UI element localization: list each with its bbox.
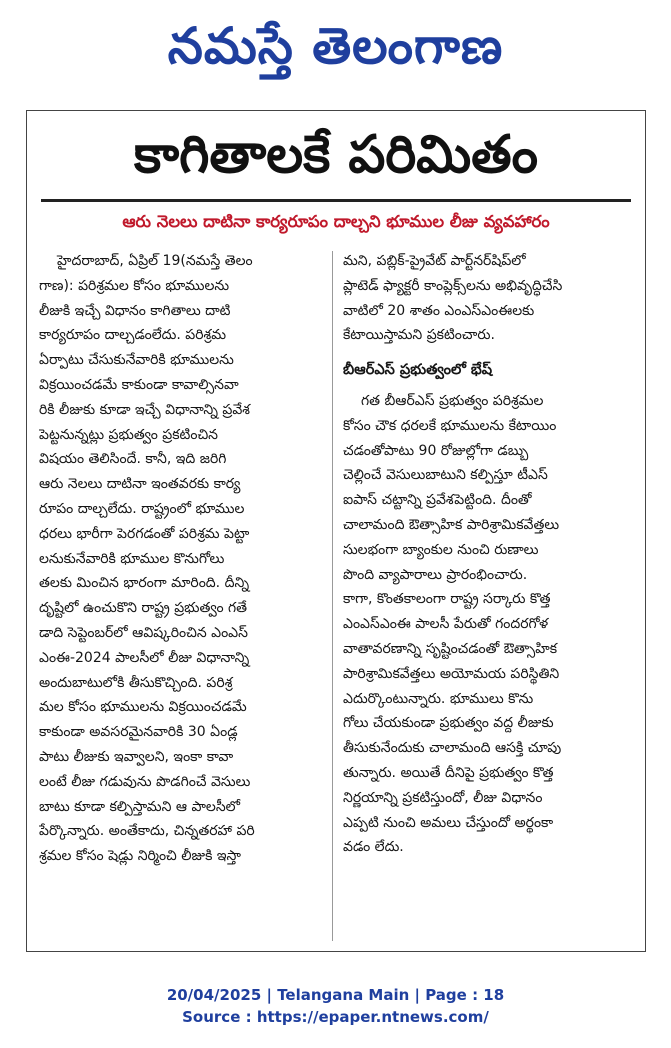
article-text-line: తున్నారు. అయితే దీనిపై ప్రభుత్వం కొత్త <box>343 764 554 781</box>
article-text-line: రికి లీజుకు కూడా ఇచ్చే విధానాన్ని ప్రవేశ <box>39 401 250 418</box>
article-text-line: విషయం తెలిసిందే. కానీ, ఇది జరిగి <box>39 451 227 468</box>
article-text-line: పారిశ్రామికవేత్తలు అయోమయ పరిస్థితిని <box>343 665 560 682</box>
article-clipping <box>26 110 646 952</box>
article-text-line: కేటాయిస్తామని ప్రకటించారు. <box>343 327 495 344</box>
column-divider <box>332 251 333 941</box>
article-text-line: బాటు కూడా కల్పిస్తామని ఆ పాలసీలో <box>39 798 241 815</box>
headline-rule <box>41 199 631 202</box>
article-text-line: చెల్లించే వెసులుబాటుని కల్పిస్తూ టీఎస్ <box>343 467 548 484</box>
article-text-line: కాగా, కొంతకాలంగా రాష్ట్ర సర్కారు కొత్త <box>343 591 551 608</box>
article-text-line: ఐపాస్ చట్టాన్ని ప్రవేశపెట్టింది. దీంతో <box>343 492 532 509</box>
article-text-line: ప్లాటెడ్ ఫ్యాక్టరీ కాంప్లెక్స్‌లను అభివృద్ధిచేసి <box>343 277 563 294</box>
article-text-line: విక్రయించడమే కాకుండా కావాల్సినవా <box>39 376 239 393</box>
article-text-line: పేర్కొన్నారు. అంతేకాదు, చిన్నతరహా పరి <box>39 823 255 840</box>
article-text-line: చాలామంది ఔత్సాహిక పారిశ్రామికవేత్తలు <box>343 516 560 533</box>
article-text-line: లంటే లీజు గడువును పొడగించే వెసులు <box>39 773 251 790</box>
article-text-line: పొంది వ్యాపారాలు ప్రారంభించారు. <box>343 566 528 583</box>
article-text-line: చడంతోపాటు 90 రోజుల్లోగా డబ్బు <box>343 442 529 459</box>
article-text-line: ఎదుర్కొంటున్నారు. భూములు కొను <box>343 690 534 707</box>
article-text-line: హైదరాబాద్, ఏప్రిల్ 19(నమస్తే తెలం <box>57 253 253 269</box>
article-text-line: ఎంఎస్‌ఎంఈ పాలసీ పేరుతో గందరగోళ <box>343 616 549 633</box>
article-text-line: ఎంఈ-2024 పాలసీలో లీజు విధానాన్ని <box>39 649 250 666</box>
article-text-line: అందుబాటులోకి తీసుకొచ్చింది. పరిశ్ర <box>39 674 233 691</box>
article-text-line: పాటు లీజుకు ఇవ్వాలని, ఇంకా కావా <box>39 748 234 765</box>
article-text-line: తీసుకునేందుకు చాలామంది ఆసక్తి చూపు <box>343 740 562 757</box>
article-text-line: గత బీఆర్‌ఎస్ ప్రభుత్వం పరిశ్రమల <box>361 392 544 409</box>
article-text-line: రూపం దాల్చలేదు. రాష్ట్రంలో భూముల <box>39 500 245 517</box>
article-text-line: ఎప్పటి నుంచి అమలు చేస్తుందో అర్థంకా <box>343 814 554 831</box>
article-text-line: కార్యరూపం దాల్చడంలేదు. పరిశ్రమ <box>39 327 227 344</box>
article-text-line: ఏర్పాటు చేసుకునేవారికి భూములను <box>39 352 234 369</box>
article-text-line: కాకుండా అవసరమైనవారికి 30 ఏండ్ల <box>39 724 238 741</box>
masthead <box>0 0 671 92</box>
article-text-line: వాటిలో 20 శాతం ఎంఎస్‌ఎంఈలకు <box>343 302 535 319</box>
article-text-line: మని, పబ్లిక్-ప్రైవేట్ పార్ట్‌నర్‌షిప్‌లో <box>343 253 526 269</box>
source-link[interactable]: Source : https://epaper.ntnews.com/ <box>182 1008 489 1026</box>
article-subheadline: ఆరు నెలలు దాటినా కార్యరూపం దాల్చని భూముల లీజు వ్యవహారం <box>122 212 550 231</box>
article-text-line: శ్రమల కోసం షెడ్లు నిర్మించి లీజుకి ఇస్తా <box>39 848 241 865</box>
article-text-line: పెట్టనున్నట్లు ప్రభుత్వం ప్రకటించిన <box>39 426 219 443</box>
article-text-line: మల కోసం భూములను విక్రయించడమే <box>39 699 247 716</box>
article-text-line: కోసం చౌక ధరలకే భూములను కేటాయిం <box>343 417 557 434</box>
article-text-line: లనుకునేవారికి భూముల కొనుగోలు <box>39 550 225 567</box>
article-text-line: గాణ): పరిశ్రమల కోసం భూములను <box>39 277 230 294</box>
article-text-line: వాతావరణాన్ని సృష్టించడంతో ఔత్సాహిక <box>343 640 558 657</box>
page-footer <box>0 984 671 1028</box>
newspaper-logo: నమస్తే తెలంగాణ <box>167 17 504 75</box>
article-text-line: డాది సెప్టెంబర్‌లో ఆవిష్కరించిన ఎంఎస్ <box>39 624 248 641</box>
article-text-line: దృష్టిలో ఉంచుకొని రాష్ట్ర ప్రభుత్వం గతే <box>39 600 248 617</box>
article-text-line: తలకు మించిన భారంగా మారింది. దీన్ని <box>39 575 250 592</box>
article-section-subhead: బీఆర్‌ఎస్ ప్రభుత్వంలో భేష్ <box>343 362 493 379</box>
article-text-line: నిర్ణయాన్ని ప్రకటిస్తుందో, లీజు విధానం <box>343 789 543 806</box>
article-text-line: గోలు చేయకుండా ప్రభుత్వం వద్ద లీజుకు <box>343 715 554 732</box>
article-text-line: ధరలు భారీగా పెరగడంతో పరిశ్రమ పెట్టా <box>39 525 250 542</box>
article-text-line: సులభంగా బ్యాంకుల నుంచి రుణాలు <box>343 541 539 558</box>
edition-info: 20/04/2025 | Telangana Main | Page : 18 <box>166 986 505 1004</box>
article-headline: కాగితాలకే పరిమితం <box>134 125 538 185</box>
article-text-line: వడం లేదు. <box>343 839 404 856</box>
article-text-line: లీజుకి ఇచ్చే విధానం కాగితాలు దాటి <box>39 302 231 319</box>
article-column-left <box>39 249 327 869</box>
article-text-line: ఆరు నెలలు దాటినా ఇంతవరకు కార్య <box>39 476 241 493</box>
article-column-right <box>343 249 631 860</box>
